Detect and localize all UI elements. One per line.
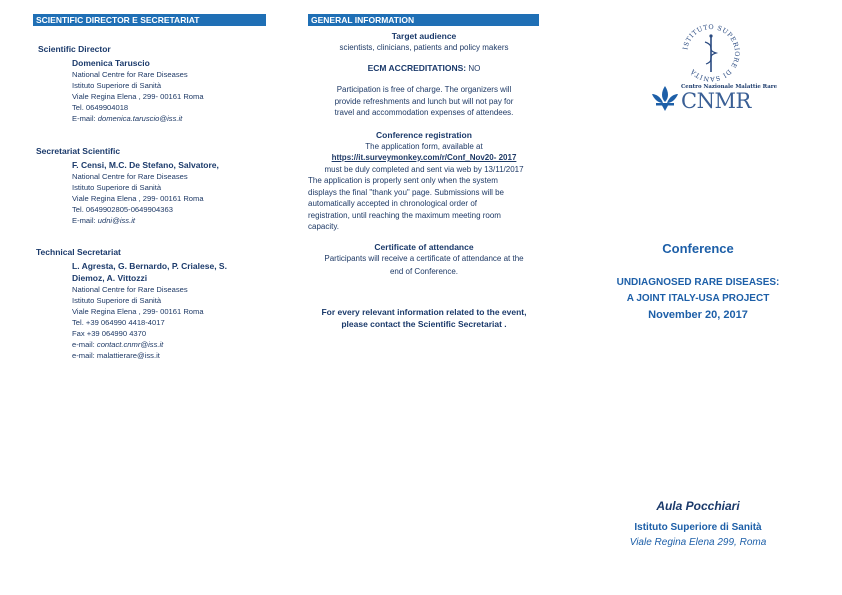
registration-note: displays the final "thank you" page. Submissions will be	[308, 187, 505, 197]
director-line: National Centre for Rare Diseases	[72, 70, 188, 79]
tech-names-1: L. Agresta, G. Bernardo, P. Crialese, S.	[72, 261, 227, 271]
tech-email-line	[72, 339, 272, 350]
contact-line-2: please contact the Scientific Secretariat .	[341, 318, 507, 329]
title-line-2: A JOINT ITALY-USA PROJECT	[626, 293, 770, 304]
tech-line: Fax +39 064990 4370	[72, 329, 147, 338]
conference-title	[590, 275, 806, 323]
tech-secretariat-title: Technical Secretariat	[36, 247, 121, 257]
certificate-line: Participants will receive a certificate of attendance at the	[324, 253, 524, 263]
director-email[interactable]: domenica.taruscio@iss.it	[97, 114, 183, 123]
registration-note: registration, until reaching the maximum meeting room	[308, 210, 501, 220]
fleur-icon	[650, 84, 680, 112]
sci-secretariat-title: Secretariat Scientific	[36, 146, 121, 156]
tech-email[interactable]: contact.cnmr@iss.it	[96, 340, 164, 349]
sci-line: National Centre for Rare Diseases	[72, 172, 188, 181]
registration-deadline: must be duly completed and sent via web by 13/11/2017	[324, 164, 524, 174]
director-line: Viale Regina Elena , 299- 00161 Roma	[72, 92, 204, 101]
venue-address: Viale Regina Elena 299, Roma	[629, 537, 767, 548]
audience-title: Target audience	[391, 31, 457, 41]
tech-line: Tel. +39 064990 4418-4017	[72, 318, 165, 327]
cnmr-logo-small: Centro Nazionale Malattie Rare	[681, 84, 778, 90]
sci-email-line	[72, 215, 272, 226]
contact-line-1: For every relevant information related to the event,	[321, 306, 527, 317]
free-text	[308, 84, 540, 119]
audience-text: scientists, clinicians, patients and policy makers	[339, 43, 509, 52]
title-line-1: UNDIAGNOSED RARE DISEASES:	[616, 277, 780, 288]
email-label: E-mail:	[72, 114, 98, 123]
left-header-bar: SCIENTIFIC DIRECTOR E SECRETARIAT	[33, 14, 266, 26]
middle-header-bar: GENERAL INFORMATION	[308, 14, 539, 26]
tech-secretariat-block	[72, 260, 272, 361]
director-line: Istituto Superiore di Sanità	[72, 81, 162, 90]
conference-date: November 20, 2017	[648, 309, 748, 321]
certificate-title: Certificate of attendance	[374, 241, 474, 252]
registration-line: The application form, available at	[365, 141, 483, 151]
email-label: e-mail:	[72, 340, 97, 349]
iss-seal-icon	[680, 22, 742, 84]
sci-line: Istituto Superiore di Sanità	[72, 183, 162, 192]
free-line: provide refreshments and lunch but will not pay for	[334, 96, 514, 106]
tech-line: National Centre for Rare Diseases	[72, 285, 188, 294]
venue-room: Aula Pocchiari	[656, 499, 740, 513]
email-label: E-mail:	[72, 216, 98, 225]
tech-line: Viale Regina Elena , 299- 00161 Roma	[72, 307, 204, 316]
free-line: Participation is free of charge. The organizers will	[336, 85, 512, 94]
cnmr-logo	[650, 84, 790, 114]
general-info-block	[308, 30, 540, 330]
tech-line: Istituto Superiore di Sanità	[72, 296, 162, 305]
director-name: Domenica Taruscio	[72, 58, 150, 68]
conference-label: Conference	[662, 241, 734, 256]
director-email-line	[72, 113, 272, 124]
seal-text: ISTITUTO SUPERIORE DI SANITÀ	[681, 22, 742, 84]
ecm-line	[308, 63, 540, 75]
registration-note: automatically accepted in chronological order of	[308, 199, 477, 208]
registration-link[interactable]: https://it.surveymonkey.com/r/Conf_Nov20- 2017	[331, 153, 517, 162]
free-line: travel and accommodation expenses of attendees.	[334, 108, 514, 117]
ecm-value: NO	[466, 63, 481, 73]
tech-email-line-2: e-mail: malattierare@iss.it	[72, 351, 160, 360]
venue-institute: Istituto Superiore di Sanità	[634, 522, 762, 533]
sci-line: Tel. 0649902805-0649904363	[72, 205, 173, 214]
director-block	[72, 57, 272, 124]
certificate-line: end of Conference.	[389, 267, 459, 276]
sci-email[interactable]: udni@iss.it	[97, 216, 136, 225]
cnmr-logo-big: CNMR	[681, 89, 751, 113]
tech-names-2: Diemoz, A. Vittozzi	[72, 273, 148, 283]
sci-secretariat-block	[72, 159, 272, 226]
director-title: Scientific Director	[38, 44, 111, 54]
registration-title: Conference registration	[376, 129, 472, 140]
sci-line: Viale Regina Elena , 299- 00161 Roma	[72, 194, 204, 203]
director-line: Tel. 0649904018	[72, 103, 129, 112]
iss-seal-logo	[680, 22, 742, 84]
sci-secretariat-names: F. Censi, M.C. De Stefano, Salvatore,	[72, 160, 219, 170]
ecm-label: ECM ACCREDITATIONS:	[367, 62, 467, 73]
registration-note: capacity.	[308, 222, 339, 231]
registration-note: The application is properly sent only when the system	[308, 176, 498, 185]
